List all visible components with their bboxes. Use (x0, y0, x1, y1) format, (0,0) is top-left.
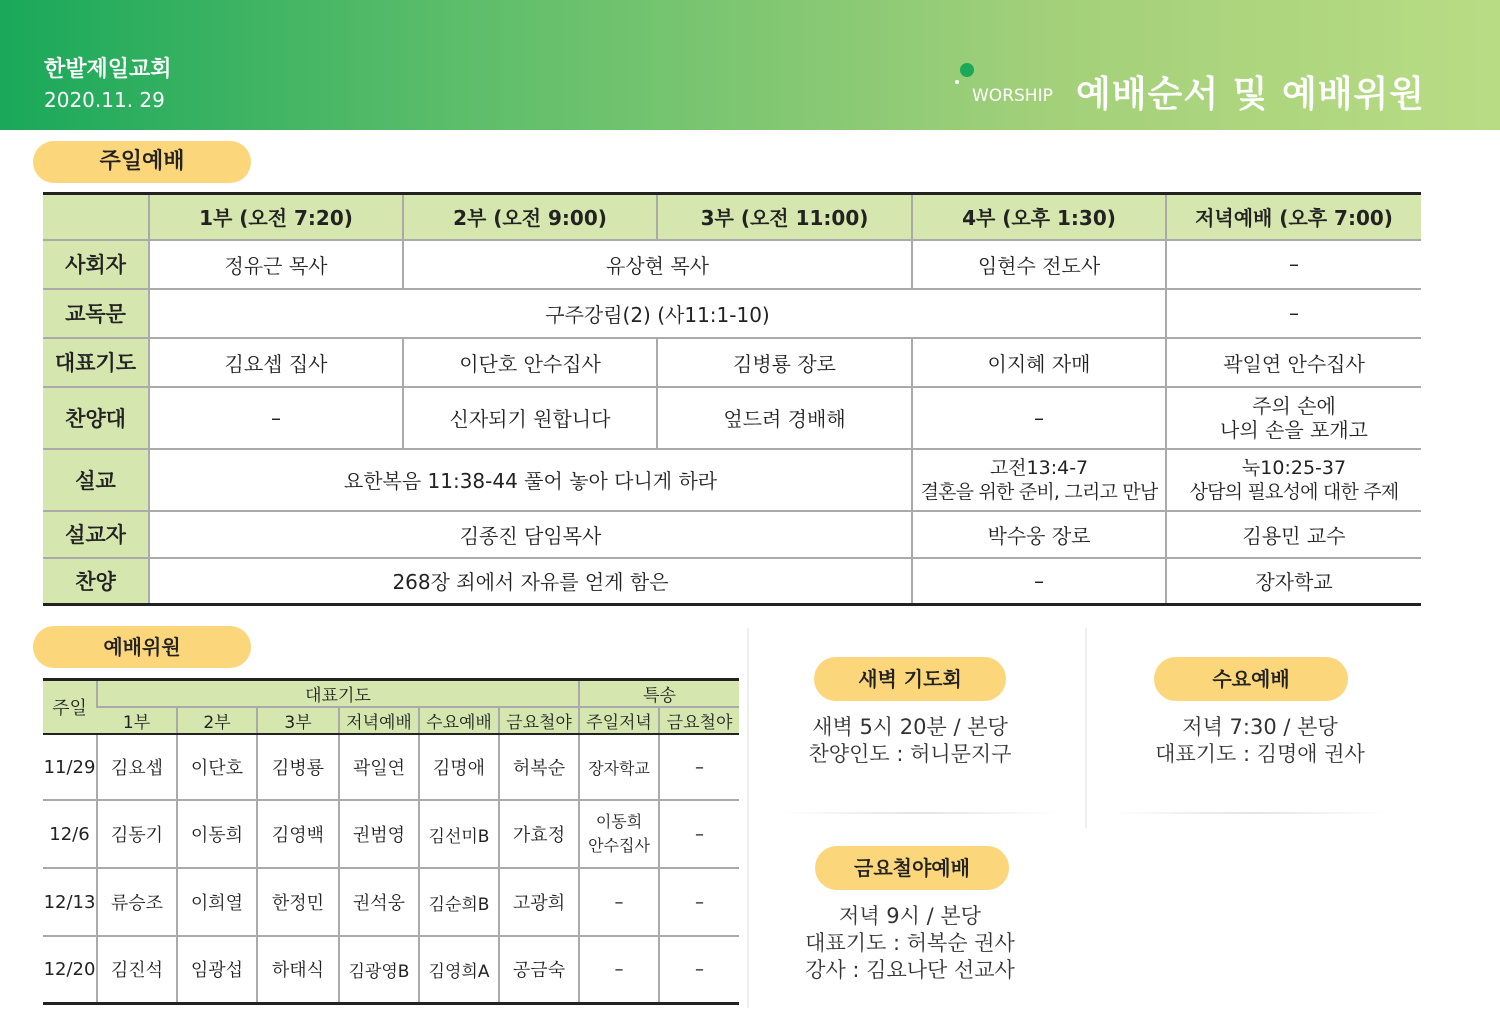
row-label: 사회자 (43, 240, 149, 289)
table-cell: 구주강림(2) (사11:1-10) (149, 289, 1166, 338)
column-header: 금요철야 (659, 707, 739, 734)
worship-label: WORSHIP (972, 86, 1053, 106)
wednesday-service-info (1110, 714, 1410, 768)
table-row (43, 511, 1421, 558)
table-cell: 이동희 (177, 800, 257, 868)
cell-line: 안수집사 (588, 836, 650, 855)
column-header: 저녁예배 (339, 707, 419, 734)
table-cell: 허복순 (499, 734, 579, 800)
table-cell: 유상현 목사 (403, 240, 912, 289)
info-line: 찬양인도 : 허니문지구 (808, 742, 1012, 766)
table-cell: – (579, 868, 659, 936)
table-cell: 권석웅 (339, 868, 419, 936)
cell-line: 이동희 (595, 812, 643, 831)
table-cell: 류승조 (97, 868, 177, 936)
info-line: 저녁 9시 / 본당 (839, 904, 981, 928)
table-header-row (43, 194, 1421, 240)
table-cell: 김영희A (419, 936, 499, 1003)
table-row (43, 240, 1421, 289)
column-header: 3부 (오전 11:00) (657, 194, 912, 240)
table-cell: – (149, 387, 403, 449)
column-header: 1부 (97, 707, 177, 734)
committee-body (43, 734, 739, 1003)
table-cell: 권범영 (339, 800, 419, 868)
table-cell: 하태식 (257, 936, 339, 1003)
table-cell: 김선미B (419, 800, 499, 868)
section-divider (1110, 812, 1390, 814)
sunday-service-table (43, 192, 1421, 606)
table-cell: – (659, 868, 739, 936)
column-header: 수요예배 (419, 707, 499, 734)
table-cell: 김용민 교수 (1166, 511, 1421, 558)
column-header: 저녁예배 (오후 7:00) (1166, 194, 1421, 240)
table-cell: 이단호 안수집사 (403, 338, 657, 387)
table-cell: 장자학교 (1166, 558, 1421, 605)
table-cell: 신자되기 원합니다 (403, 387, 657, 449)
corner-cell (43, 194, 149, 240)
table-row (43, 338, 1421, 387)
table-row (43, 449, 1421, 511)
dot-icon (960, 63, 974, 77)
table-row (43, 868, 739, 936)
table-row (43, 558, 1421, 605)
table-cell: 엎드려 경배해 (657, 387, 912, 449)
bulletin-date: 2020.11. 29 (44, 88, 165, 112)
table-cell: 한정민 (257, 868, 339, 936)
committee-table (43, 678, 739, 1005)
info-line: 대표기도 : 허복순 권사 (805, 931, 1015, 955)
table-cell: 임광섭 (177, 936, 257, 1003)
table-cell: – (659, 734, 739, 800)
special-group-header: 특송 (579, 680, 739, 708)
table-cell (1166, 449, 1421, 511)
section-divider (780, 812, 1060, 814)
wednesday-service-label: 수요예배 (1154, 657, 1348, 701)
table-cell: 이단호 (177, 734, 257, 800)
table-cell: 김광영B (339, 936, 419, 1003)
page-title: 예배순서 및 예배위원 (1076, 74, 1426, 115)
column-header: 2부 (177, 707, 257, 734)
cell-line: 상담의 필요성에 대한 주제 (1189, 480, 1399, 503)
table-cell: 곽일연 안수집사 (1166, 338, 1421, 387)
table-cell: – (659, 800, 739, 868)
church-name: 한밭제일교회 (44, 57, 172, 82)
committee-label: 예배위원 (33, 626, 251, 668)
week-cell: 12/13 (43, 868, 97, 936)
prayer-group-header: 대표기도 (97, 680, 579, 708)
table-cell: – (912, 558, 1166, 605)
column-divider (1085, 628, 1087, 828)
column-header: 2부 (오전 9:00) (403, 194, 657, 240)
table-cell: 김병룡 장로 (657, 338, 912, 387)
cell-line: 고전13:4-7 (989, 456, 1089, 479)
row-label: 찬양 (43, 558, 149, 605)
table-cell: 268장 죄에서 자유를 얻게 함은 (149, 558, 912, 605)
table-cell: 김진석 (97, 936, 177, 1003)
header-banner (0, 0, 1500, 130)
row-label: 교독문 (43, 289, 149, 338)
table-cell: 가효정 (499, 800, 579, 868)
sunday-service-label: 주일예배 (33, 141, 251, 183)
table-cell: 요한복음 11:38-44 풀어 놓아 다니게 하라 (149, 449, 912, 511)
row-label: 설교자 (43, 511, 149, 558)
table-cell: – (1166, 289, 1421, 338)
info-line: 저녁 7:30 / 본당 (1182, 715, 1338, 739)
week-header: 주일 (43, 680, 97, 735)
table-cell: – (1166, 240, 1421, 289)
info-line: 대표기도 : 김명애 권사 (1155, 742, 1365, 766)
table-row (43, 387, 1421, 449)
table-row (43, 734, 739, 800)
small-dot-icon (955, 80, 959, 84)
column-header: 4부 (오후 1:30) (912, 194, 1166, 240)
row-label: 찬양대 (43, 387, 149, 449)
dawn-prayer-info (760, 714, 1060, 768)
column-header: 주일저녁 (579, 707, 659, 734)
cell-line: 주의 손에 (1252, 393, 1336, 418)
column-header: 3부 (257, 707, 339, 734)
table-cell: 박수웅 장로 (912, 511, 1166, 558)
week-cell: 12/6 (43, 800, 97, 868)
table-cell: 고광희 (499, 868, 579, 936)
table-cell: 공금숙 (499, 936, 579, 1003)
table-cell: 김종진 담임목사 (149, 511, 912, 558)
table-cell: 임현수 전도사 (912, 240, 1166, 289)
table-cell: 이지혜 자매 (912, 338, 1166, 387)
group-header-row (43, 680, 739, 708)
table-cell: 김순희B (419, 868, 499, 936)
week-cell: 12/20 (43, 958, 96, 980)
table-row (43, 800, 739, 868)
table-cell: 김영백 (257, 800, 339, 868)
table-cell: 곽일연 (339, 734, 419, 800)
table-cell: 김명애 (419, 734, 499, 800)
table-row (43, 936, 739, 1003)
row-label: 대표기도 (43, 338, 149, 387)
dawn-prayer-label: 새벽 기도회 (814, 657, 1006, 701)
table-cell: 이희열 (177, 868, 257, 936)
info-line: 강사 : 김요나단 선교사 (805, 958, 1015, 982)
column-divider (747, 628, 749, 1008)
table-cell: 김요셉 집사 (149, 338, 403, 387)
friday-service-label: 금요철야예배 (815, 846, 1009, 890)
column-header-row (43, 707, 739, 734)
table-cell: – (659, 936, 739, 1003)
cell-line: 결혼을 위한 준비, 그리고 만남 (920, 480, 1158, 503)
friday-service-info (760, 903, 1060, 984)
cell-line: 나의 손을 포개고 (1220, 417, 1368, 442)
table-cell (1166, 387, 1421, 449)
table-cell: 김동기 (97, 800, 177, 868)
table-cell: 정유근 목사 (149, 240, 403, 289)
info-line: 새벽 5시 20분 / 본당 (812, 715, 1008, 739)
row-label: 설교 (43, 449, 149, 511)
table-row (43, 289, 1421, 338)
table-cell: 김병룡 (257, 734, 339, 800)
table-cell: 김요셉 (97, 734, 177, 800)
week-cell: 11/29 (43, 734, 97, 800)
table-cell (579, 800, 659, 868)
column-header: 1부 (오전 7:20) (149, 194, 403, 240)
table-cell (912, 449, 1166, 511)
cell-line: 눅10:25-37 (1241, 456, 1347, 479)
table-cell: – (912, 387, 1166, 449)
table-cell: 장자학교 (579, 734, 659, 800)
table-cell: – (579, 936, 659, 1003)
column-header: 금요철야 (499, 707, 579, 734)
